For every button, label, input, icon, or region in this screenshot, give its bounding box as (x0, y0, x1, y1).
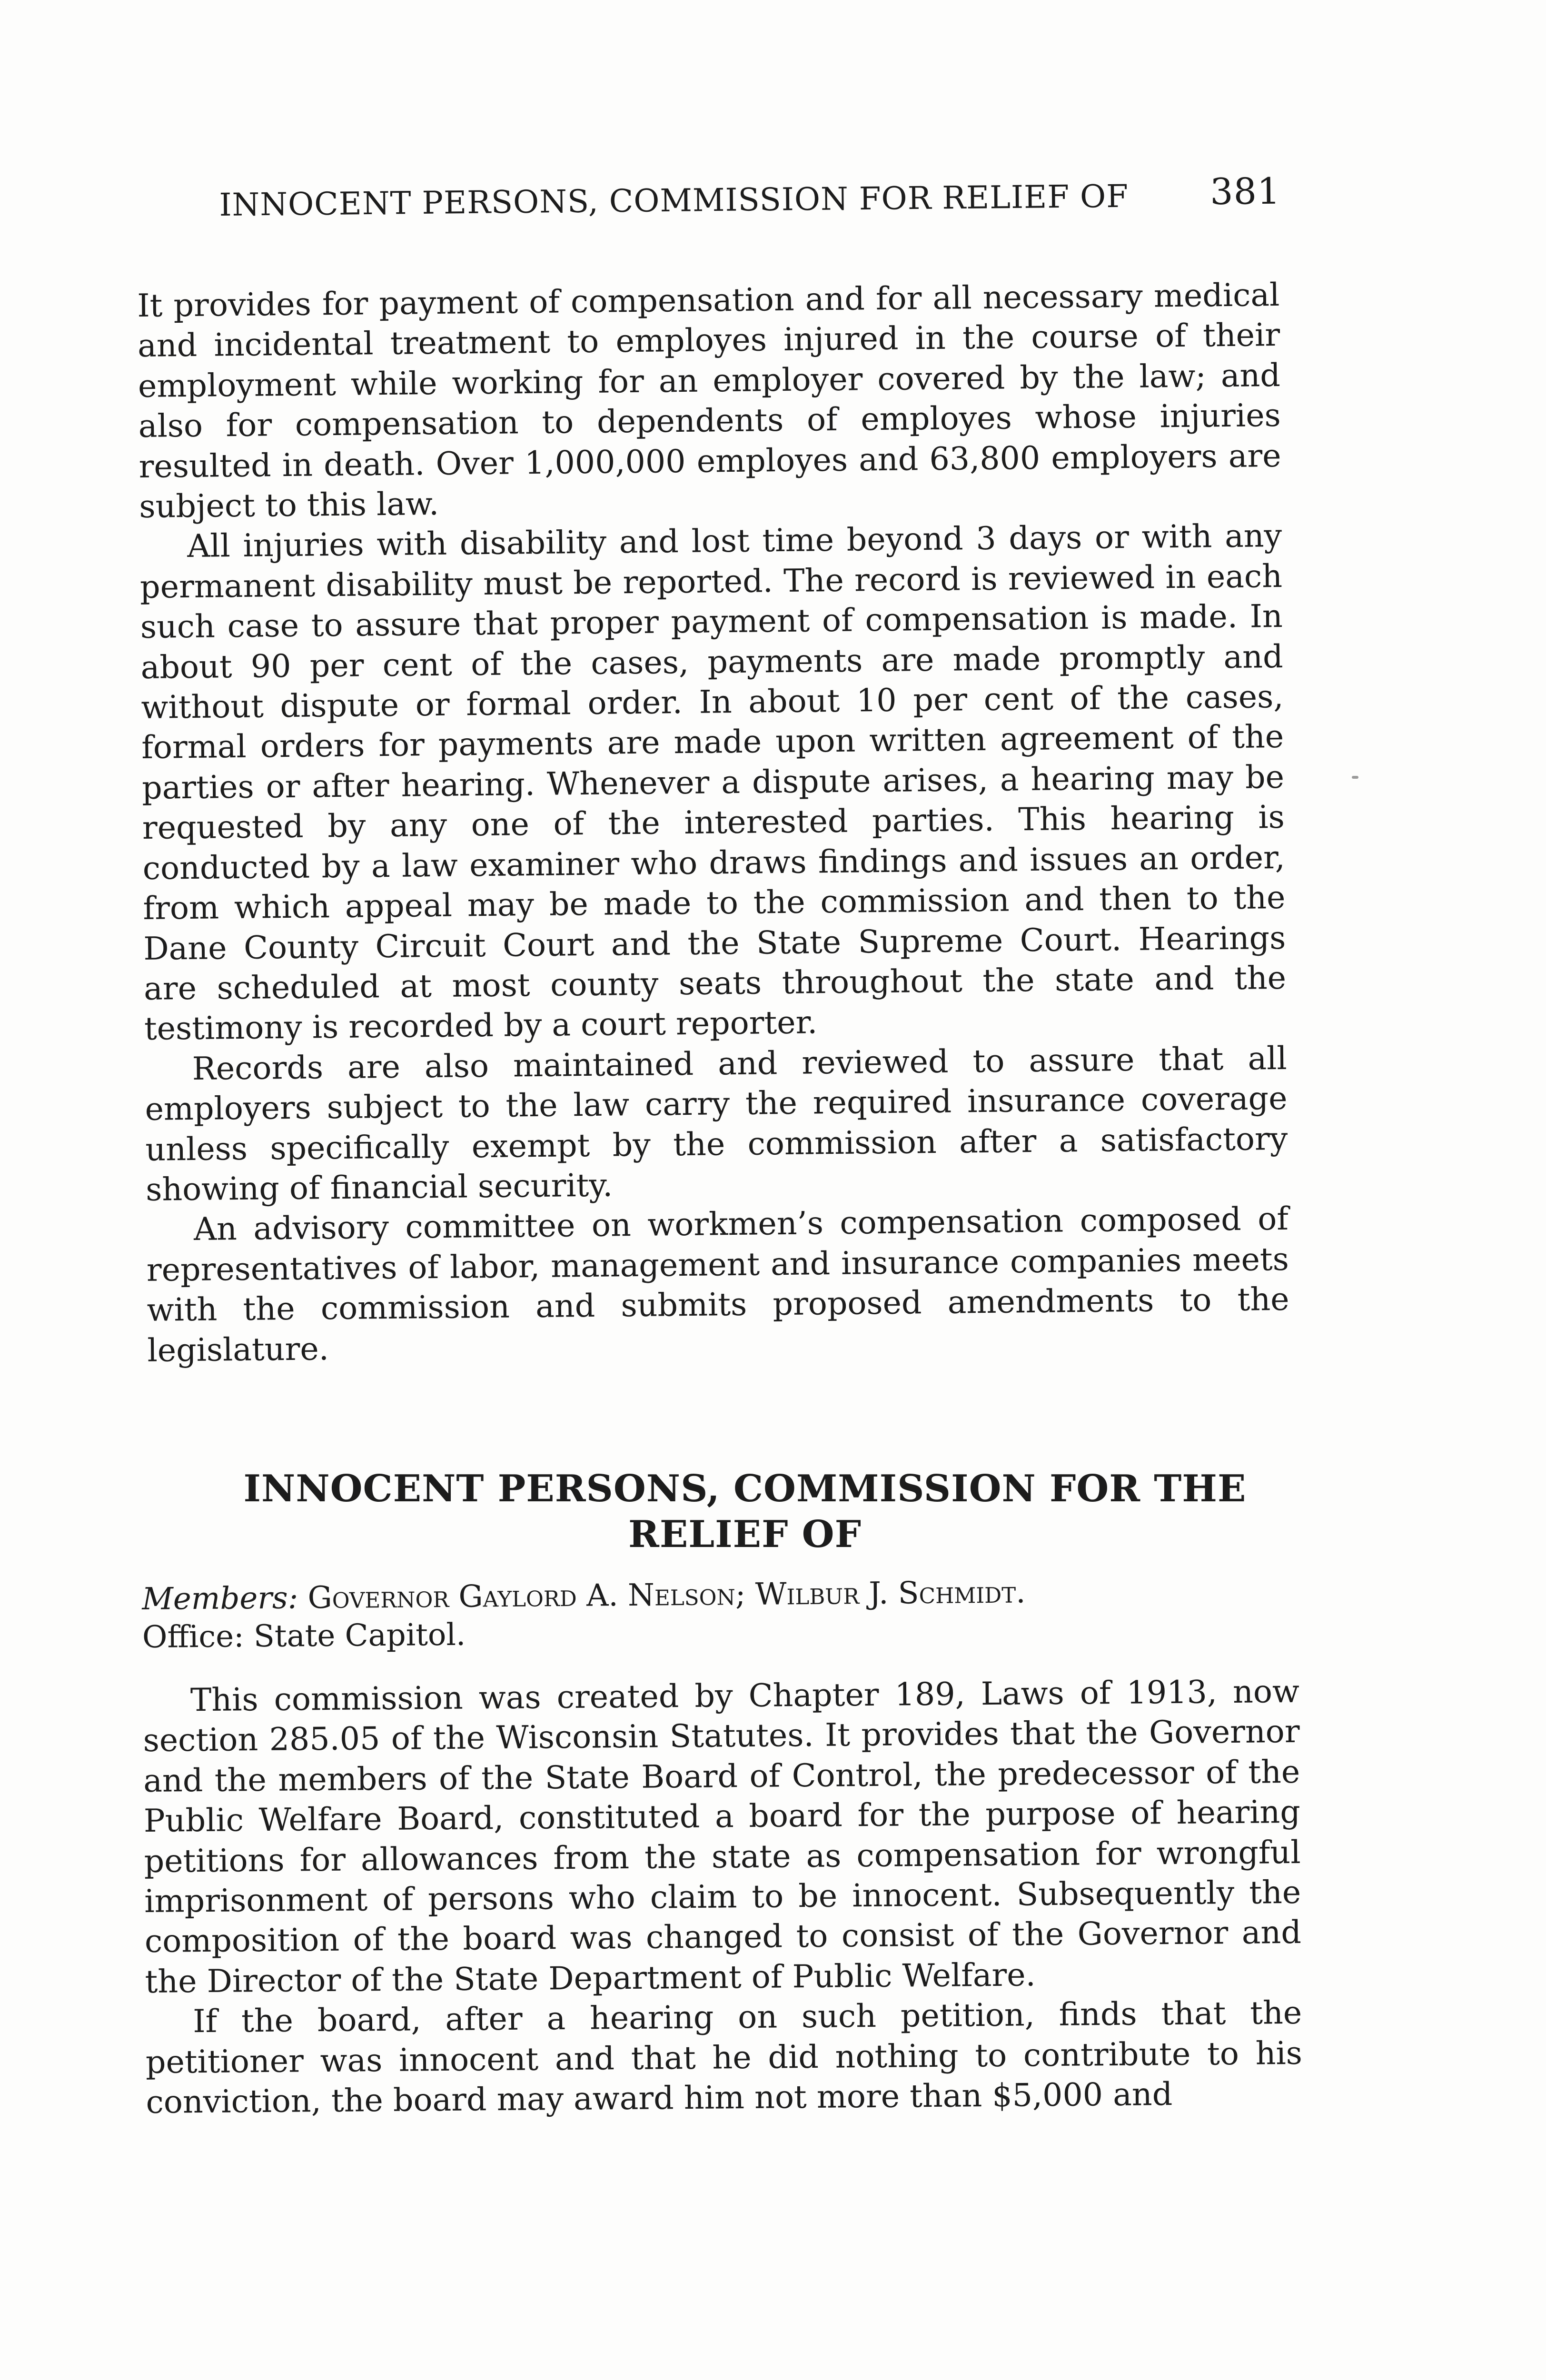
paragraph: Records are also maintained and reviewed to assure that all employers subject to the law carry the required insurance coverage unless specifically exempt by the commission after a satisfactory showing of financial security. (145, 1039, 1288, 1208)
paragraph: It provides for payment of compensation and for all necessary medical and incidental treatment to employes injured in the course of their employment while working for an employer covered by the law; and also for compensation to dependents of employes whose injuries resulted in death. Over 1,000,000 employes and 63,800 employers are subject to this law. (137, 276, 1281, 526)
page-number: 381 (1209, 169, 1281, 213)
office-label: Office: (142, 1619, 244, 1655)
office-value: State Capitol. (253, 1617, 466, 1655)
paragraph: If the board, after a hearing on such petition, finds that the petitioner was innocent and that he did nothing to contribute to his conviction, the board may award him not more than $5,000 and (145, 1994, 1303, 2121)
scan-speck (1352, 776, 1358, 779)
members-label: Members: (142, 1580, 298, 1617)
paragraph: All injuries with disability and lost time beyond 3 days or with any permanent disability must be reported. The record is reviewed in each such case to assure that proper payment of compensation is made. In about 90 per cent of the cases, payments are made promptly and without dispute or formal order. In about 10 per cent of the cases, formal orders for payments are made upon written agreement of the parties or after hearing. Whenever a dispute arises, a hearing may be requested by any one of the interested parties. This hearing is conducted by a law examiner who draws findings and issues an order, from which appeal may be made to the commission and then to the Dane County Circuit Court and the State Supreme Court. Hearings are scheduled at most county seats throughout the state and the testimony is recorded by a court reporter. (139, 517, 1287, 1048)
section-heading-block (186, 1466, 1304, 1557)
members-value: Governor Gaylord A. Nelson; Wilbur J. Schmidt. (307, 1575, 1026, 1616)
workmens-compensation-text (137, 275, 1290, 1370)
paragraph: An advisory committee on workmen’s compensation composed of representatives of labor, management and insurance companies meets with the commission and submits proposed amendments to the legislature. (146, 1200, 1289, 1369)
paragraph: This commission was created by Chapter 189, Laws of 1913, now section 285.05 of the Wisconsin Statutes. It provides that the Governor and the members of the State Board of Control, the predecessor of the Public Welfare Board, constituted a board for the purpose of hearing petitions for allowances from the state as compensation for wrongful imprisonment of persons who claim to be innocent. Subsequently the composition of the board was changed to consist of the Governor and the Director of the State Department of Public Welfare. (143, 1672, 1302, 2000)
innocent-persons-text (142, 1571, 1303, 2122)
running-head-title: INNOCENT PERSONS, COMMISSION FOR RELIEF OF (219, 178, 1129, 223)
section-heading: INNOCENT PERSONS, COMMISSION FOR THE RELIEF OF (243, 1467, 1247, 1556)
running-head (219, 170, 1281, 223)
